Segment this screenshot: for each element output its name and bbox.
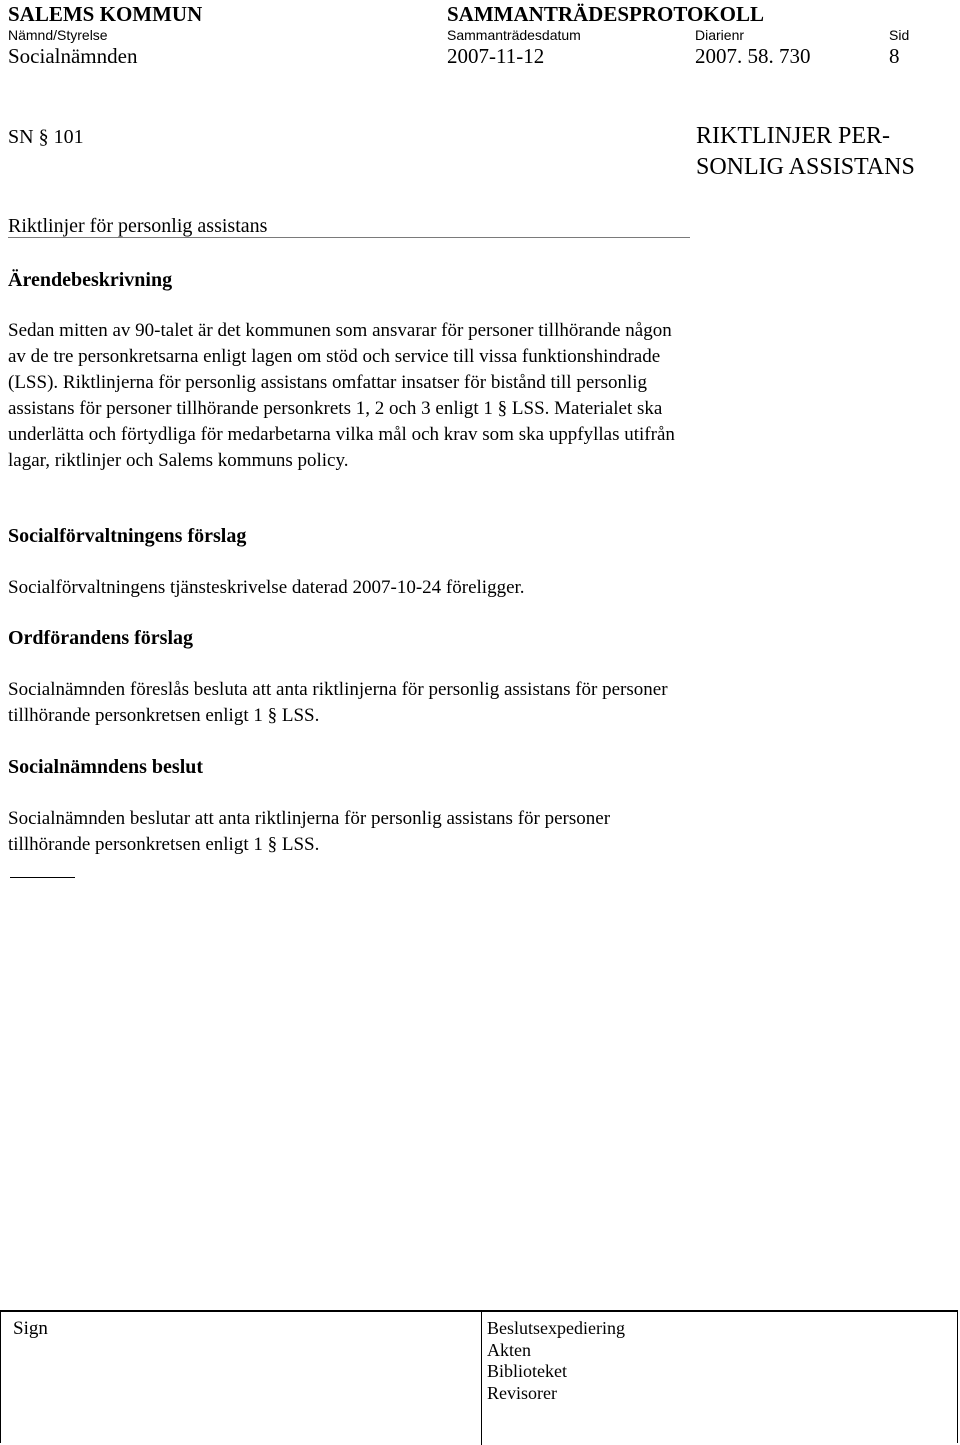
item-title-line-1: RIKTLINJER PER- [696, 123, 890, 149]
distribution-item: Beslutsexpediering [487, 1318, 625, 1338]
section-text-decision: Socialnämnden beslutar att anta riktlinjerna för personlig assistans för personer tillhörande personkretsen enligt 1 § LSS. [8, 808, 611, 855]
reference-value: 2007. 58. 730 [695, 44, 811, 68]
section-heading-chair-proposal: Ordförandens förslag [8, 627, 193, 649]
document-type: SAMMANTRÄDESPROTOKOLL [447, 2, 764, 26]
section-heading-administration-proposal: Socialförvaltningens förslag [8, 525, 247, 547]
distribution-list [487, 1318, 625, 1404]
reference-label: Diarienr [695, 27, 745, 43]
page-label: Sid [889, 27, 910, 43]
meeting-date-label: Sammanträdesdatum [447, 27, 581, 43]
item-number: SN § 101 [8, 126, 84, 148]
section-text-description: Sedan mitten av 90-talet är det kommunen som ansvarar för personer tillhörande någon av de tre personkretsarna enligt lagen om stöd och service till vissa funktionshindrade (LSS). Riktlinjerna för personlig assistans omfattar insatser för bistånd till personlig assistans för personer tillhörande personkrets 1, 2 och 3 enligt 1 § LSS. Materialet ska underlätta och förtydliga för medarbetarna vilka mål och krav som ska uppfyllas utifrån lagar, riktlinjer och Salems kommuns policy. [8, 320, 675, 471]
meeting-date-value: 2007-11-12 [447, 44, 545, 68]
distribution-item: Revisorer [487, 1382, 557, 1403]
board-value: Socialnämnden [8, 44, 138, 68]
page-number: 8 [889, 44, 900, 68]
footer-divider [481, 1312, 482, 1445]
footer-box [0, 1310, 958, 1443]
sign-label: Sign [13, 1318, 48, 1339]
distribution-item: Akten [487, 1339, 531, 1360]
end-of-item-line [10, 877, 75, 878]
subject-divider [8, 237, 690, 238]
org-name: SALEMS KOMMUN [8, 2, 203, 26]
item-title-line-2: SONLIG ASSISTANS [696, 154, 915, 180]
section-text-administration-proposal: Socialförvaltningens tjänsteskrivelse daterad 2007-10-24 föreligger. [8, 577, 525, 598]
board-label: Nämnd/Styrelse [8, 27, 108, 43]
section-heading-decision: Socialnämndens beslut [8, 756, 204, 778]
section-heading-description: Ärendebeskrivning [8, 269, 173, 291]
item-subject: Riktlinjer för personlig assistans [8, 215, 268, 237]
distribution-item: Biblioteket [487, 1361, 567, 1381]
section-text-chair-proposal: Socialnämnden föreslås besluta att anta riktlinjerna för personlig assistans för personer tillhörande personkretsen enligt 1 § LSS. [8, 679, 668, 726]
